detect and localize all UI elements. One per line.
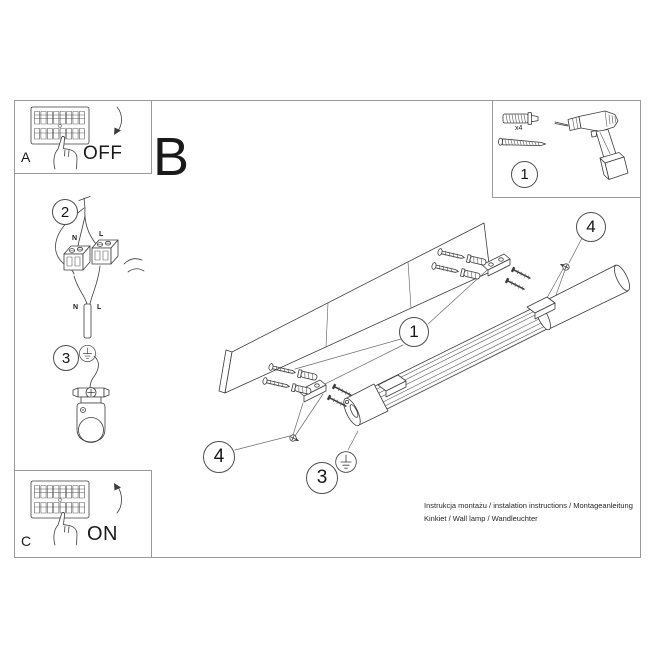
wire [78,216,85,246]
section-a-box [14,100,152,174]
screw-icon [498,138,546,148]
terminal-label-n: N [72,235,78,242]
switch-state-off: OFF [83,143,123,164]
arrow-up-icon [114,483,122,513]
machine-screw-icon [505,278,525,292]
end-screw-icon [558,261,570,271]
ground-symbol-icon [334,450,358,474]
cable-label-l: L [97,304,102,311]
breaker-on-illustration [15,471,149,555]
cable-end-icon [79,197,90,209]
ground-symbol-icon [78,344,97,363]
assembly-illustration [185,195,645,505]
anchor-screw-icon [262,377,311,395]
ground-step [48,344,148,456]
footer-text [424,500,636,525]
callout-step-1: 1 [511,161,538,188]
wiring-step [28,192,148,342]
wire [74,276,87,304]
end-screw-icon [289,434,301,444]
callout-ground: 3 [306,462,338,494]
wire [85,208,96,244]
footer-line-2: Kinkiet / Wall lamp / Wandleuchter [424,513,538,523]
terminal-label-l: L [99,231,104,238]
cable [84,304,91,338]
footer-line-1: Instrukcja montażu / instalation instructions / Montageanleitung [424,501,633,510]
callout-end-screw-top: 4 [576,212,606,242]
wall-anchor-icon [503,113,538,125]
terminal-block-icon [92,240,118,264]
terminal-block-icon [64,246,90,270]
cable-label-n: N [73,304,79,311]
switch-state-on: ON [87,523,118,545]
wire [90,266,100,304]
screw-quantity: x4 [515,125,523,132]
breaker-panel-icon [31,481,89,518]
machine-screw-icon [332,384,352,398]
section-c-box [14,470,152,558]
callout-anchors: 1 [399,317,429,347]
callout-end-screw-bottom: 4 [203,441,235,473]
section-c-label: C [21,533,32,549]
hand-fingers-icon [124,259,144,272]
section-b-label: B [153,127,190,187]
breaker-panel-icon [31,107,89,144]
wiring-illustration [28,192,148,342]
arrow-down-icon [114,107,122,135]
drill-icon [555,111,628,180]
assembly-view [185,195,645,505]
callout-step-2: 2 [52,199,78,225]
parts-box [492,100,641,198]
machine-screw-icon [511,267,531,281]
section-a-label: A [21,149,31,165]
lamp-end-bracket-icon [77,403,105,443]
ground-clamp-icon [73,388,109,404]
breaker-off-illustration [15,101,149,171]
callout-step-3: 3 [53,345,79,371]
